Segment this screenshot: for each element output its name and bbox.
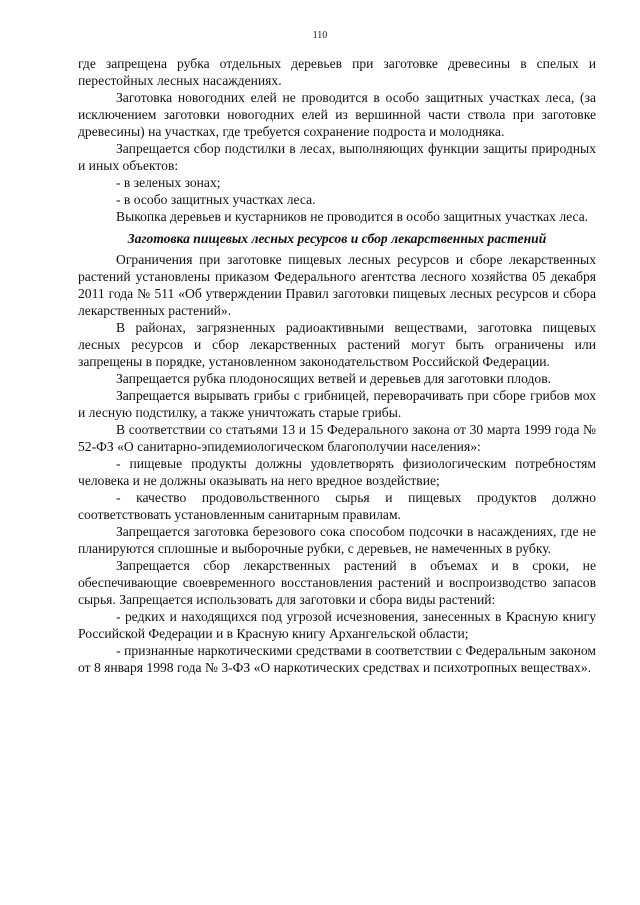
paragraph: В соответствии со статьями 13 и 15 Федерального закона от 30 марта 1999 года № 52-ФЗ «О санитарно-эпидемиологическом благополучии населения»:	[78, 422, 596, 454]
paragraph: Заготовка новогодних елей не проводится в особо защитных участках леса, (за исключением заготовки новогодних елей из вершинной части ствола при заготовке древесины) на участках, где требуется сохранение подроста и молодняка.	[78, 90, 596, 139]
list-item: - качество продовольственного сырья и пищевых продуктов должно соответствовать установленным санитарным правилам.	[78, 490, 596, 522]
list-item: - в особо защитных участках леса.	[116, 192, 316, 207]
section-heading: Заготовка пищевых лесных ресурсов и сбор лекарственных растений	[127, 231, 547, 246]
page-number: 110	[312, 30, 328, 41]
list-item: - редких и находящихся под угрозой исчезновения, занесенных в Красную книгу Российской Федерации и в Красную книгу Архангельской области;	[78, 609, 596, 641]
paragraph: Запрещается заготовка березового сока способом подсочки в насаждениях, где не планируются сплошные и выборочные рубки, с деревьев, не намеченных в рубку.	[78, 524, 596, 556]
paragraph: Ограничения при заготовке пищевых лесных ресурсов и сборе лекарственных растений установлены приказом Федерального агентства лесного хозяйства 05 декабря 2011 года № 511 «Об утверждении Правил заготовки пищевых лесных ресурсов и сбора лекарственных растений».	[78, 252, 596, 318]
list-item: - в зеленых зонах;	[116, 175, 221, 190]
paragraph: Выкопка деревьев и кустарников не проводится в особо защитных участках леса.	[116, 209, 589, 224]
paragraph: Запрещается вырывать грибы с грибницей, переворачивать при сборе грибов мох и лесную подстилку, а также уничтожать старые грибы.	[78, 388, 596, 420]
page-body	[78, 55, 596, 676]
paragraph: Запрещается рубка плодоносящих ветвей и деревьев для заготовки плодов.	[116, 371, 552, 386]
paragraph: Запрещается сбор лекарственных растений в объемах и в сроки, не обеспечивающие своевременного восстановления растений и воспроизводство запасов сырья. Запрещается использовать для заготовки и сбора виды растений:	[78, 558, 596, 607]
list-item: - пищевые продукты должны удовлетворять физиологическим потребностям человека и не должны оказывать на него вредное воздействие;	[78, 456, 596, 488]
list-item: - признанные наркотическими средствами в соответствии с Федеральным законом от 8 января 1998 года № 3-ФЗ «О наркотических средствах и психотропных веществах».	[78, 643, 596, 675]
paragraph: В районах, загрязненных радиоактивными веществами, заготовка пищевых лесных ресурсов и сбор лекарственных растений могут быть ограничены или запрещены в порядке, установленном законодательством Российской Федерации.	[78, 320, 596, 369]
paragraph: где запрещена рубка отдельных деревьев при заготовке древесины в спелых и перестойных лесных насаждениях.	[78, 56, 596, 88]
paragraph: Запрещается сбор подстилки в лесах, выполняющих функции защиты природных и иных объектов:	[78, 141, 596, 173]
